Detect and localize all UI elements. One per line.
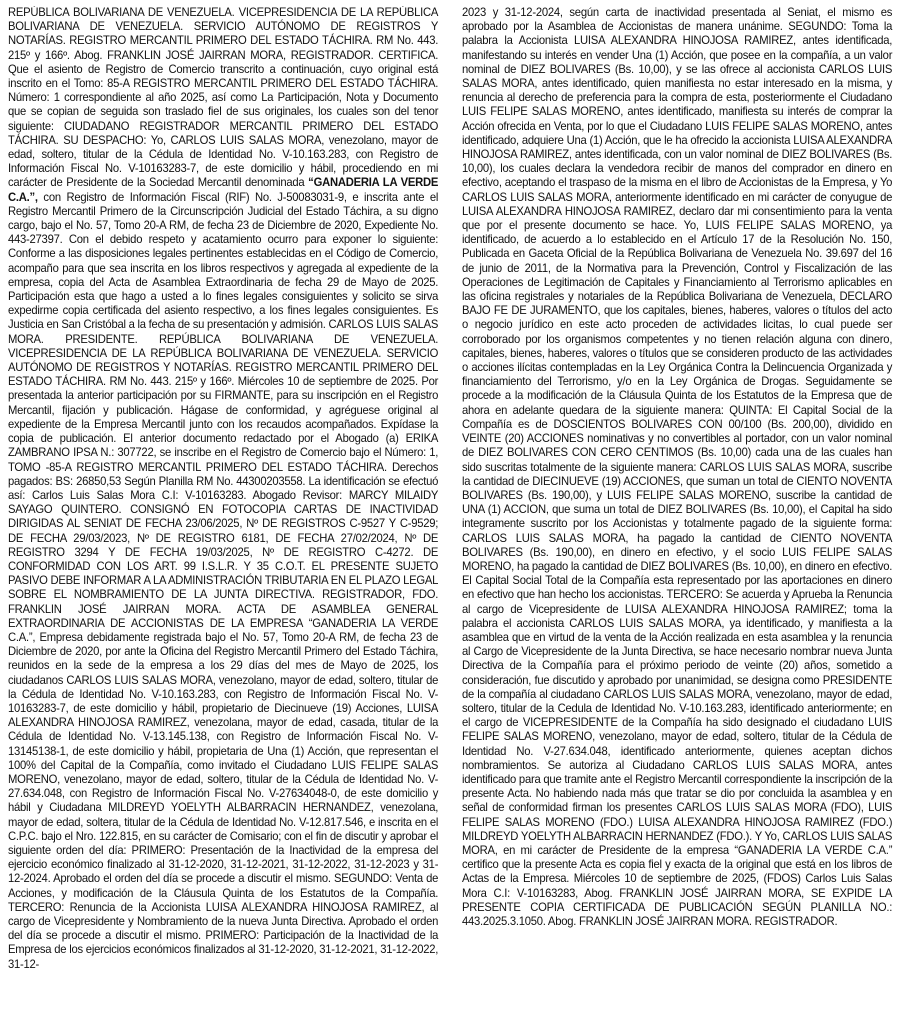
notice-text-part: REPÚBLICA BOLIVARIANA DE VENEZUELA. VICEPRESIDENCIA DE LA REPÚBLICA BOLIVARIANA DE VENEZUELA. SERVICIO AUTÓNOMO DE REGISTROS Y NOTARÍAS. REGISTRO MERCANTIL PRIMERO DEL ESTADO TÁCHIRA. RM No. 443. 215º y 166º. Abog. FRANKLIN JOSÉ JAIRRAN MORA, REGISTRADOR. CERTIFICA. Que el asiento de Registro de Comercio transcrito a continuación, cuyo original está inscrito en el Tomo: 85-A REGISTRO MERCANTIL PRIMERO DEL ESTADO TÁCHIRA. Número: 1 correspondiente al año 2025, así como La Participación, Nota y Documento que se copian de seguida son traslado fiel de sus originales, los cuales son del tenor siguiente: CIUDADANO REGISTRADOR MERCANTIL PRIMERO DEL ESTADO TÁCHIRA. SU DESPACHO: Yo, CARLOS LUIS SALAS MORA, venezolano, mayor de edad, soltero, titular de la Cédula de Identidad No. V-10.163.283, con Registro de Información Fiscal No. V-10163283-7, de este domicilio y hábil, procediendo en mi carácter de Presidente de la Sociedad Mercantil denominada — [8, 6, 439, 190]
notice-column-left — [8, 6, 438, 1020]
company-name: “GANADERIA LA VERDE C.A.”, — [8, 176, 439, 204]
notice-paragraph — [462, 6, 892, 929]
notice-column-right — [462, 6, 892, 1020]
notice-paragraph — [8, 6, 438, 972]
notice-text-part: 2023 y 31-12-2024, según carta de inactividad presentada al Seniat, el mismo es aprobado por la Asamblea de Accionistas de manera unánime. SEGUNDO: Toma la palabra la Accionista LUISA ALEXANDRA HINOJOSA RAMIREZ, antes identificada, manifestando su interés en vender Una (1) Acción, que posee en la compañía, a un valor nominal de DIEZ BOLIVARES (Bs. 10,00), y se las ofrece al accionista CARLOS LUIS SALAS MORA, antes identificado, quien manifiesta no estar interesado en la misma, y renuncia al derecho de preferencia para la compra de esta, posteriormente el Ciudadano LUIS FELIPE SALAS MORENO, antes identificado, manifiesta su interés de comprar la Acción ofrecida en Venta, por lo que el Ciudadano LUIS FELIPE SALAS MORENO, antes identificado, adquiere Una (1) Acción, que le ha ofrecido la accionista LUISA ALEXANDRA HINOJOSA RAMIREZ, antes identificada, con un valor nominal de DIEZ BOLIVARES (Bs. 10,00), los cuales declara la vendedora recibir de manos del comprador en dinero en efectivo, aceptando el traspaso de la misma en el libro de Accionistas de la Empresa, y Yo CARLOS LUIS SALAS MORA, anteriormente identificado en mi carácter de conyugue de LUISA ALEXANDRA HINOJOSA RAMIREZ, declaro dar mi consentimiento para la venta que por el presente documento se hace. Yo, LUIS FELIPE SALAS MORENO, ya identificado, de acuerdo a lo establecido en el Artículo 17 de la Resolución No. 150, Publicada en Gaceta Oficial de la República Bolivariana de Venezuela No. 39.697 del 16 de junio de 2011, de la Normativa para la Prevención, Control y Fiscalización de las Operaciones de Legitimación de Capitales y Financiamiento al Terrorismo aplicables en las oficina registrales y notariales de la República Bolivariana de Venezuela, DECLARO BAJO FE DE JURAMENTO, que los capitales, bienes, haberes, valores o títulos del acto o negocio jurídico en este acto proceden de actividades licitas, lo cual puede ser corroborado por los organismos competentes y no tienen relación alguna con dinero, capitales, bienes, haberes, valores o títulos que se consideren producto de las actividades o acciones ilícitas contempladas en la Ley Orgánica Contra la Delincuencia Organizada y financiamiento del Terrorismo, y/o en la Ley Orgánica de Drogas. Seguidamente se procede a la modificación de la Cláusula Quinta de los Estatutos de la Empresa que de ahora en adelante quedara de la siguiente manera: QUINTA: El Capital Social de la Compañía es de DOSCIENTOS BOLIVARES CON 00/100 (Bs. 200,00), dividido en VEINTE (20) ACCIONES nominativas y no convertibles al portador, con un valor nominal de DIEZ BOLIVARES CON CERO CENTIMOS (Bs. 10,00) cada una de las cuales han sido suscritas totalmente de la siguiente manera: CARLOS LUIS SALAS MORA, suscribe la cantidad de DIECINUEVE (19) ACCIONES, que suman un total de CIENTO NOVENTA BOLIVARES (Bs. 190,00), y LUIS FELIPE SALAS MORENO, suscribe la cantidad de UNA (1) ACCION, que suma un total de DIEZ BOLIVARES (Bs. 10,00), el Capital ha sido integramente suscrito por los Accionistas y totalmente pagado de la siguiente forma: CARLOS LUIS SALAS MORA, ha pagado la cantidad de CIENTO NOVENTA BOLIVARES (Bs. 190,00), en dinero en efectivo, y el socio LUIS FELIPE SALAS MORENO, ha pagado la cantidad de DIEZ BOLIVARES (Bs. 10,00), en dinero en efectivo. El Capital Social Total de la Compañía esta representado por las aportaciones en dinero en efectivo que han hecho los accionistas. TERCERO: Se acuerda y Aprueba la Renuncia al cargo de Vicepresidente de LUISA ALEXANDRA HINOJOSA RAMIREZ; toma la palabra el accionista CARLOS LUIS SALAS MORA, ya identificado, y manifiesta a la asamblea que en virtud de la venta de la Acción realizada en esta asamblea y la renuncia al Cargo de Vicepresidente de la Junta Directiva, se hace necesario nombrar nueva Junta Directiva de la Compañía para el próximo periodo de veinte (20) años, sometido a consideración, fue discutido y aprobado por unanimidad, se designa como PRESIDENTE de la compañía al ciudadano CARLOS LUIS SALAS MORA, venezolano, mayor de edad, soltero, titular de la Cedula de Identidad No. V-10.163.283, identificado anteriormente; en el cargo de VICEPRESIDENTE de la Compañía ha sido designado el ciudadano LUIS FELIPE SALAS MORENO, venezolano, mayor de edad, soltero, titular de la Cédula de Identidad No. V-27.634.048, identificado anteriormente, quienes aceptan dichos nombramientos. Se autoriza al Ciudadano CARLOS LUIS SALAS MORA, antes identificado para que tramite ante el Registro Mercantil correspondiente la inscripción de la presente Acta. No habiendo nada más que tratar se dio por concluida la asamblea y en señal de conformidad firman los presentes CARLOS LUIS SALAS MORA (FDO), LUIS FELIPE SALAS MORENO (FDO.) LUISA ALEXANDRA HINOJOSA RAMIREZ (FDO.) MILDREYD YOELYTH ALBARRACIN HERNANDEZ (FDO.). Y Yo, CARLOS LUIS SALAS MORA, en mi carácter de Presidente de la empresa “GANADERIA LA VERDE C.A.” certifico que la presente Acta es copia fiel y exacta de la original que está en los libros de Actas de la Empresa. Miércoles 10 de septiembre de 2025, (FDOS) Carlos Luis Salas Mora C.I: V-10163283, Abog. FRANKLIN JOSÉ JAIRRAN MORA, SE EXPIDE LA PRESENTE COPIA CERTIFICADA DE PUBLICACIÓN SEGÚN PLANILLA NO.: 443.2025.3.1050. Abog. FRANKLIN JOSÉ JAIRRAN MORA. REGISTRADOR. — [461, 6, 892, 928]
notice-text-part: con Registro de Información Fiscal (RIF) No. J-50083031-9, e inscrita ante el Registro Mercantil Primero de la Circunscripción Judicial del Estado Táchira, a su digno cargo, bajo el No. 57, Tomo 20-A RM, de fecha 23 de Diciembre de 2020, Expediente No. 443-27397. Con el debido respeto y acatamiento ocurro para exponer lo siguiente: Conforme a las disposiciones legales pertinentes establecidas en el Código de Comercio, acompaño para que sea inscrita en los libros respectivos y agregada al expediente de la empresa, copia del Acta de Asamblea Extraordinaria de fecha 29 de Mayo de 2025. Participación esta que hago a usted a lo fines legales consiguientes y solicito se sirva expedirme copia certificada del asiento respectivo, a los fines legales consiguientes. Es Justicia en San Cristóbal a la fecha de su presentación y admisión. CARLOS LUIS SALAS MORA. PRESIDENTE. REPÚBLICA BOLIVARIANA DE VENEZUELA. VICEPRESIDENCIA DE LA REPÚBLICA BOLIVARIANA DE VENEZUELA. SERVICIO AUTÓNOMO DE REGISTROS Y NOTARÍAS. REGISTRO MERCANTIL PRIMERO DEL ESTADO TÁCHIRA. RM No. 443. 215º y 166º. Miércoles 10 de septiembre de 2025. Por presentada la anterior participación por su FIRMANTE, para su inscripción en el Registro Mercantil, fijación y publicación. Hágase de conformidad, y agréguese original al expediente de la Empresa Mercantil junto con los recaudos acompañados. Expídase la copia de publicación. El anterior documento redactado por el Abogado (a) ERIKA ZAMBRANO IPSA N.: 307722, se inscribe en el Registro de Comercio bajo el Número: 1, TOMO -85-A REGISTRO MERCANTIL PRIMERO DEL ESTADO TÁCHIRA. Derechos pagados: BS: 26850,53 Según Planilla RM No. 44300203558. La identificación se efectuó así: Carlos Luis Salas Mora C.I: V-10163283. Abogado Revisor: MARCY MILAIDY SAYAGO QUINTERO. CONSIGNÓ EN FOTOCOPIA CARTAS DE INACTIVIDAD DIRIGIDAS AL SENIAT DE FECHA 23/06/2025, Nº DE REGISTROS C-9527 Y C-9529; DE FECHA 29/03/2023, Nº DE REGISTRO 6181, DE FECHA 27/02/2024, Nº DE REGISTRO 3294 Y DE FECHA 19/03/2025, Nº DE REGISTRO C-4272. DE CONFORMIDAD CON LOS ART. 99 I.S.L.R. Y 35 C.O.T. EL PRESENTE SUJETO PASIVO DEBE INFORMAR A LA ADMINISTRACIÓN TRIBUTARIA EN EL PLAZO LEGAL SOBRE EL NOMBRAMIENTO DE LA JUNTA DIRECTIVA. REGISTRADOR, FDO. FRANKLIN JOSÉ JAIRRAN MORA. ACTA DE ASAMBLEA GENERAL EXTRAORDINARIA DE ACCIONISTAS DE LA EMPRESA “GANADERIA LA VERDE C.A.”, Empresa debidamente registrada bajo el No. 57, Tomo 20-A RM, de fecha 23 de Diciembre de 2020, por ante la Oficina del Registro Mercantil Primero del Estado Táchira, reunidos en la sede de la empresa a los 29 días del mes de Mayo de 2025, los ciudadanos CARLOS LUIS SALAS MORA, venezolano, mayor de edad, soltero, titular de la Cédula de Identidad No. V-10.163.283, con Registro de Información Fiscal No. V-10163283-7, de este domicilio y hábil, propietario de Diecinueve (19) Acciones, LUISA ALEXANDRA HINOJOSA RAMIREZ, venezolana, mayor de edad, casada, titular de la Cédula de Identidad No. V-13.145.138, con Registro de Información Fiscal No. V-13145138-1, de este domicilio y hábil, propietaria de Una (1) Acción, que representan el 100% del Capital de la Compañía, como invitado el Ciudadano LUIS FELIPE SALAS MORENO, venezolano, mayor de edad, soltero, titular de la Cédula de Identidad No. V-27.634.048, con Registro de Información Fiscal No. V-27634048-0, de este domicilio y hábil y Ciudadana MILDREYD YOELYTH ALBARRACIN HERNANDEZ, venezolana, mayor de edad, soltera, titular de la Cédula de Identidad No. V-12.817.546, e inscrita en el C.P.C. bajo el Nro. 122.815, en su carácter de Comisario; con el fin de discutir y aprobar el siguiente orden del día: PRIMERO: Presentación de la Inactividad de la empresa del ejercicio económico finalizado al 31-12-2020, 31-12-2021, 31-12-2022, 31-12-2023 y 31-12-2024. Aprobado el orden del día se procede a discutir el mismo. SEGUNDO: Venta de Acciones, y modificación de la Cláusula Quinta de los Estatutos de la Compañía. TERCERO: Renuncia de la Accionista LUISA ALEXANDRA HINOJOSA RAMIREZ, al cargo de Vicepresidente y Nombramiento de la nueva Junta Directiva. Aprobado el orden del día se procede a discutir el mismo. PRIMERO: Participación de la Inactividad de la Empresa de los ejercicios económicos finalizados al 31-12-2020, 31-12-2021, 31-12-2022, 31-12- — [8, 190, 439, 971]
